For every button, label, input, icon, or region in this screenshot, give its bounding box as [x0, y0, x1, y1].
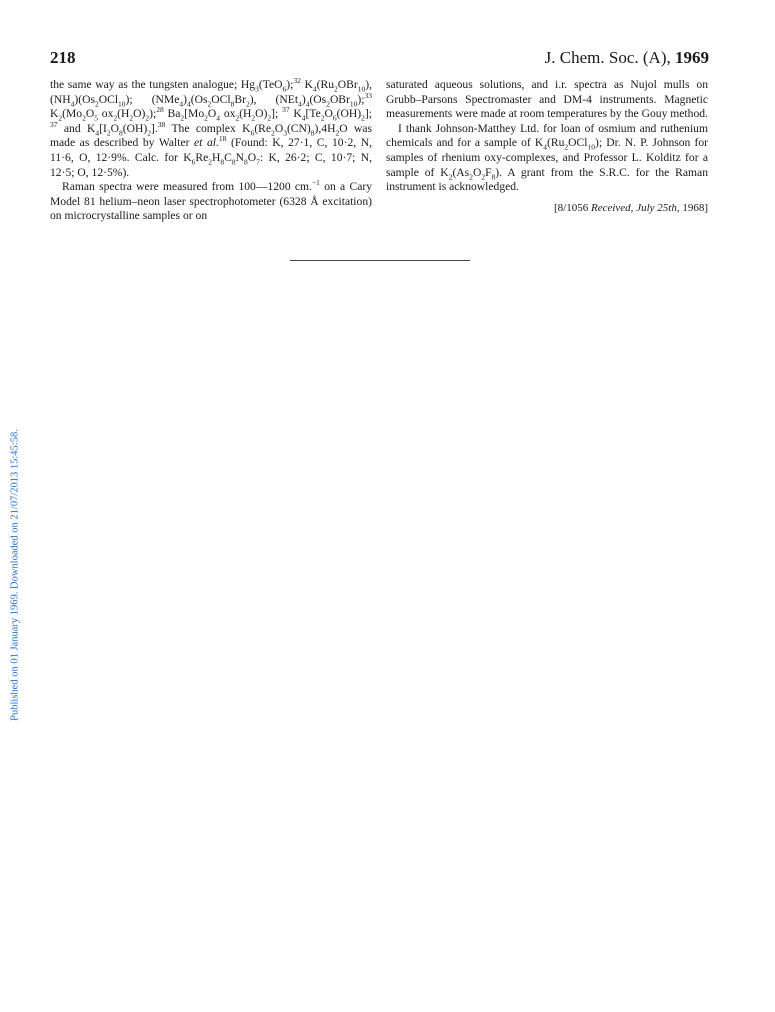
right-paragraph-1: saturated aqueous solutions, and i.r. spectra as Nujol mulls on Grubb–Parsons Spectromaster and DM-4 instruments. Magnetic measurements were made at room temperatures by the Gouy method. [386, 78, 708, 121]
journal-reference [545, 48, 709, 68]
left-column [50, 78, 372, 224]
left-paragraph-2: Raman spectra were measured from 100—1200 cm.$^{-1}$ on a Cary Model 81 helium–neon laser spectrophotometer (6328 Å excitation) on microcrystalline samples or on [50, 178, 372, 223]
acknowledgements: I thank Johnson-Matthey Ltd. for loan of osmium and ruthenium chemicals and for a sample of $K_4(Ru_2OCl_{10})$; Dr. N. P. Johnson for samples of rhenium oxy-complexes, and Professor L. Kolditz for a sample of $K_2(As_2O_2F_8)$. A grant from the S.R.C. for the Raman instrument is acknowledged. [386, 121, 708, 194]
download-notice[interactable]: Published on 01 January 1969. Downloaded on 21/07/2013 15:45:58. [9, 429, 21, 721]
journal-name: J. Chem. Soc. (A), [544, 48, 671, 67]
left-paragraph-1: the same way as the tungsten analogue; $Hg_3(TeO_6);^{32}$ $K_4(Ru_2OBr_{10})$, $(NH_4)(Os_2OCl_{10})$; $(NMe_4)_4(Os_2OCl_8Br_2)$, $(NEt_4)_4(Os_2OBr_{10});^{33}$ $K_2(Mo_2O_5$ $ox_2(H_2O)_2);^{28}$ $Ba_2[Mo_2O_4$ $ox_2(H_2O)_2$]; $^{37}$ $K_4[Te_2O_6(OH)_2]$; $^{37}$ and $K_4[I_2O_8(OH)_2].^{38}$ The complex $K_6(Re_2O_3(CN)_8),4H_2O$ was made as described by Walter et al.$^{18}$ (Found: K, 27·1, C, 10·2, N, 11·6, O, 12·9%. Calc. for $K_6Re_2H_8C_8N_8O_7$: K, 26·2; C, 10·7; N, 12·5; O, 12·5%). [50, 76, 372, 179]
right-column [386, 78, 708, 215]
journal-year: 1969 [675, 48, 709, 67]
page-number: 218 [50, 48, 76, 67]
received-date: [8/1056 Received, July 25th, 1968] [554, 201, 708, 214]
end-of-article-rule [290, 260, 470, 261]
